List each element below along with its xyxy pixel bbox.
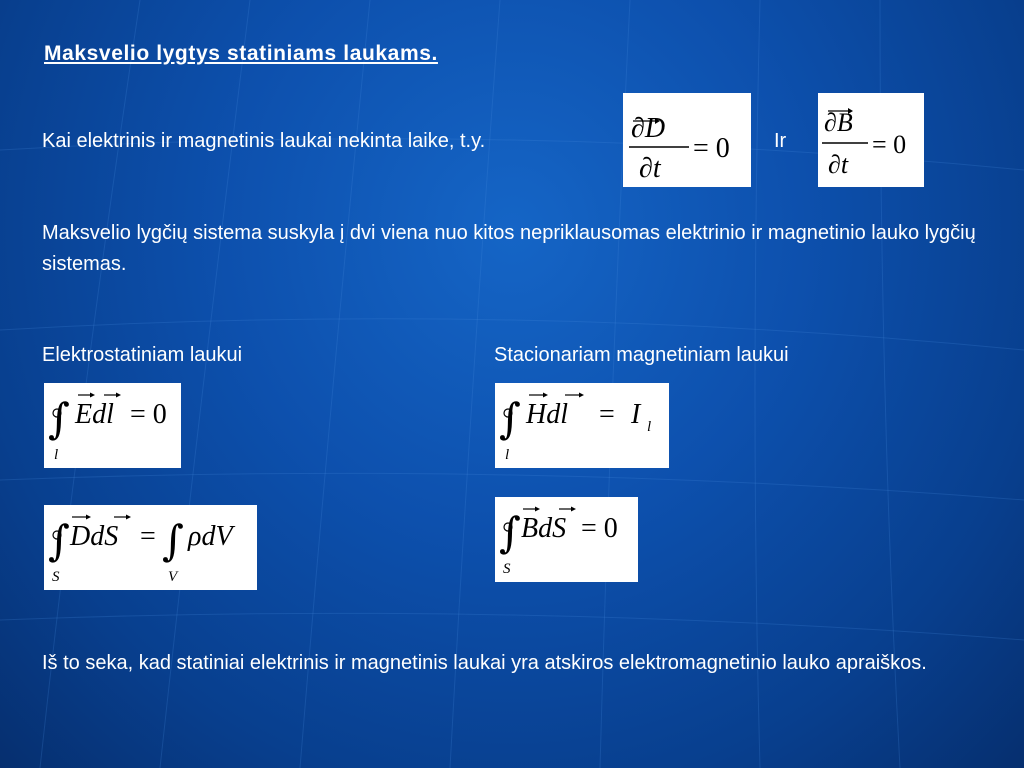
equation-D-flux <box>44 505 257 590</box>
equation-dB-dt <box>818 93 924 187</box>
integral-sub-l: l <box>54 447 59 463</box>
rhs-zero: = 0 <box>872 130 907 159</box>
integrand-Hdl: Hdl <box>526 399 568 430</box>
integrand-DdS: DdS <box>70 521 119 552</box>
integral-sub-S: S <box>503 561 511 577</box>
equation-E-circulation <box>44 383 181 468</box>
paragraph-text: Maksvelio lygčių sistema suskyla į dvi viena nuo kitos nepriklausomas elektrinio ir magnetinio lauko lygčių sistemas. <box>42 222 976 275</box>
right-heading: Stacionariam magnetiniam laukui <box>494 344 789 366</box>
equals-sign: = <box>140 521 156 552</box>
ir-text: Ir <box>774 130 787 152</box>
integral-sign: ∫ <box>499 394 521 443</box>
rhs-zero: = 0 <box>693 133 730 164</box>
conclusion-text: Iš to seka, kad statiniai elektrinis ir magnetinis laukai yra atskiros elektromagnetinio lauko apraiškos. <box>42 652 927 674</box>
integrand-Edl: Edl <box>75 399 114 430</box>
denominator-dt: ∂t <box>639 153 661 184</box>
left-heading: Elektrostatiniam laukui <box>42 344 243 366</box>
integral-sign-2: ∫ <box>162 516 184 565</box>
rhs-current-I: I <box>631 399 641 430</box>
rhs-sub-l: l <box>647 419 652 435</box>
integral-sign: ∫ <box>48 516 70 565</box>
integrand-BdS: BdS <box>521 513 567 544</box>
numerator-dB: ∂B <box>824 108 853 137</box>
integral-sub-S: S <box>52 569 60 585</box>
intro-text: Kai elektrinis ir magnetinis laukai nekinta laike, t.y. <box>42 130 486 152</box>
rhs-rho-dV: ρdV <box>188 521 233 552</box>
equation-H-circulation <box>495 383 669 468</box>
rhs-zero: = 0 <box>581 513 618 544</box>
rhs-zero: = 0 <box>130 399 167 430</box>
integral-sub-l: l <box>505 447 510 463</box>
equals-sign: = <box>599 399 615 430</box>
integral-sign: ∫ <box>499 508 521 557</box>
integral-sign: ∫ <box>48 394 70 443</box>
slide-title: Maksvelio lygtys statiniams laukams. <box>44 42 438 65</box>
integral-sub-V: V <box>168 569 178 585</box>
equation-dD-dt <box>623 93 751 187</box>
numerator-dD: ∂D <box>631 113 666 144</box>
denominator-dt: ∂t <box>828 150 849 179</box>
equation-B-flux <box>495 497 638 582</box>
